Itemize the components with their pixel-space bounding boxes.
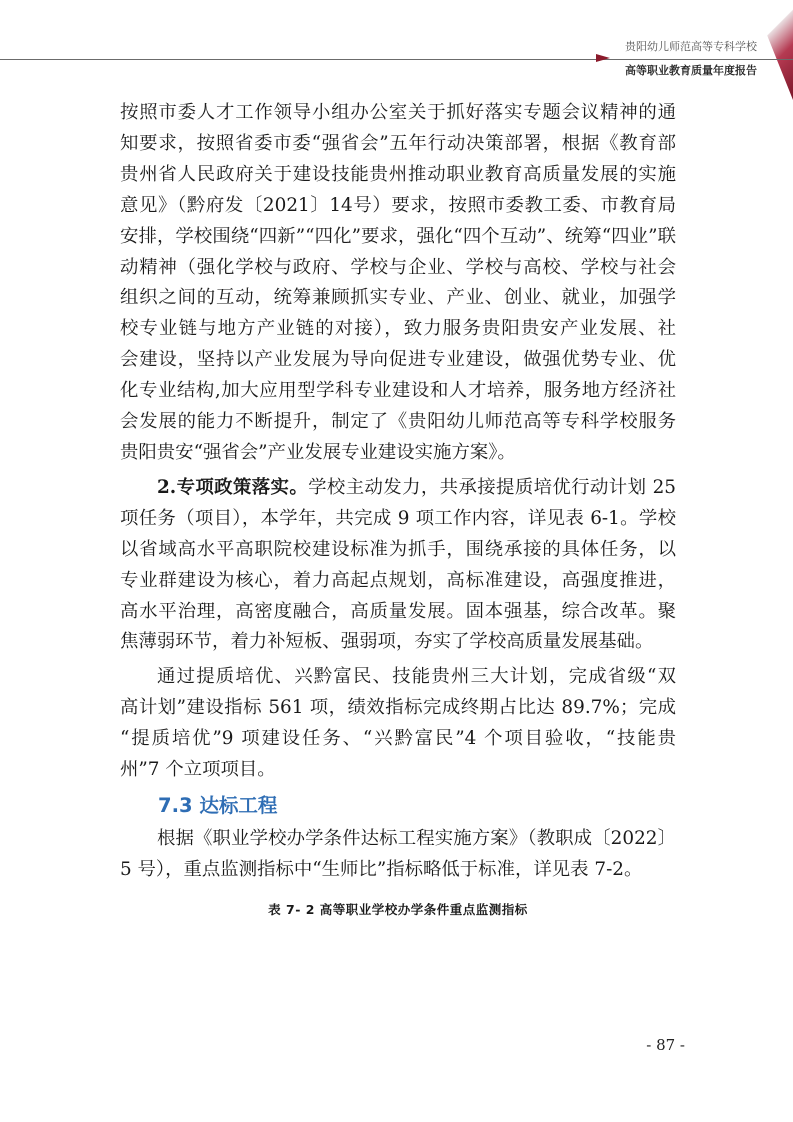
table-caption: 表 7- 2 高等职业学校办学条件重点监测指标 — [268, 901, 528, 917]
text-line: 安排，学校围绕“四新”“四化”要求，强化“四个互动”、统筹“四业”联 — [120, 225, 676, 247]
header-divider — [0, 59, 793, 60]
text-line: 按照市委人才工作领导小组办公室关于抓好落实专题会议精神的通 — [120, 102, 676, 123]
text-line: 贵阳贵安“强省会”产业发展专业建设实施方案》。 — [120, 441, 516, 463]
text-line: 高计划”建设指标 561 项，绩效指标完成终期占比达 89.7%；完成 — [120, 697, 676, 719]
text-line: 动精神（强化学校与政府、学校与企业、学校与高校、学校与社会 — [120, 256, 676, 278]
page-number: - 87 - — [646, 1036, 685, 1054]
text-line: 会发展的能力不断提升，制定了《贵阳幼儿师范高等专科学校服务 — [120, 411, 676, 433]
section-heading: 7.3 达标工程 — [158, 793, 278, 817]
text-line: 意见》（黔府发〔2021〕14号）要求，按照市委教工委、市教育局 — [120, 194, 676, 216]
text-line: 专业群建设为核心，着力高起点规划，高标准建设，高强度推进， — [120, 569, 676, 591]
text-line: 知要求，按照省委市委“强省会”五年行动决策部署，根据《教育部 — [120, 132, 676, 154]
text-line: 州”7 个立项项目。 — [120, 759, 276, 781]
header-school-name: 贵阳幼儿师范高等专科学校 — [625, 40, 757, 53]
text-line: 贵州省人民政府关于建设技能贵州推动职业教育高质量发展的实施 — [120, 163, 676, 185]
header-report-name: 高等职业教育质量年度报告 — [625, 64, 757, 77]
paragraph-policy — [120, 473, 676, 658]
policy-lead: 2.专项政策落实。 — [157, 476, 309, 498]
text-line: 5 号），重点监测指标中“生师比”指标略低于标准，详见表 7-2。 — [120, 858, 643, 880]
text-line: “提质培优”9 项建设任务、“兴黔富民”4 个项目验收，“技能贵 — [120, 728, 676, 750]
paragraph-implementation — [120, 98, 676, 469]
text-line: 校专业链与地方产业链的对接），致力服务贵阳贵安产业发展、社 — [120, 318, 676, 340]
paragraph-plans — [120, 662, 676, 786]
text-line: 项任务（项目），本学年，共完成 9 项工作内容，详见表 6-1。学校 — [120, 507, 676, 529]
header-accent-arrow-icon — [596, 54, 610, 62]
text-line — [120, 473, 676, 504]
text-line: 根据《职业学校办学条件达标工程实施方案》（教职成〔2022〕 — [157, 827, 676, 849]
text-line: 通过提质培优、兴黔富民、技能贵州三大计划，完成省级“双 — [157, 666, 676, 688]
page-body — [120, 98, 676, 918]
text-line: 高水平治理，高密度融合，高质量发展。固本强基，综合改革。聚 — [120, 600, 676, 622]
text-line: 以省域高水平高职院校建设标准为抓手，围绕承接的具体任务，以 — [120, 538, 676, 560]
text-line: 会建设，坚持以产业发展为导向促进专业建设，做强优势专业、优 — [120, 349, 676, 371]
text-line: 焦薄弱环节，着力补短板、强弱项，夯实了学校高质量发展基础。 — [120, 631, 654, 653]
header-corner-decoration — [753, 0, 793, 100]
policy-first-line: 学校主动发力，共承接提质培优行动计划 25 — [308, 476, 677, 498]
text-line: 化专业结构,加大应用型学科专业建设和人才培养，服务地方经济社 — [120, 380, 676, 402]
text-line: 组织之间的互动，统筹兼顾抓实专业、产业、创业、就业，加强学 — [120, 287, 676, 309]
paragraph-standards — [120, 824, 676, 886]
